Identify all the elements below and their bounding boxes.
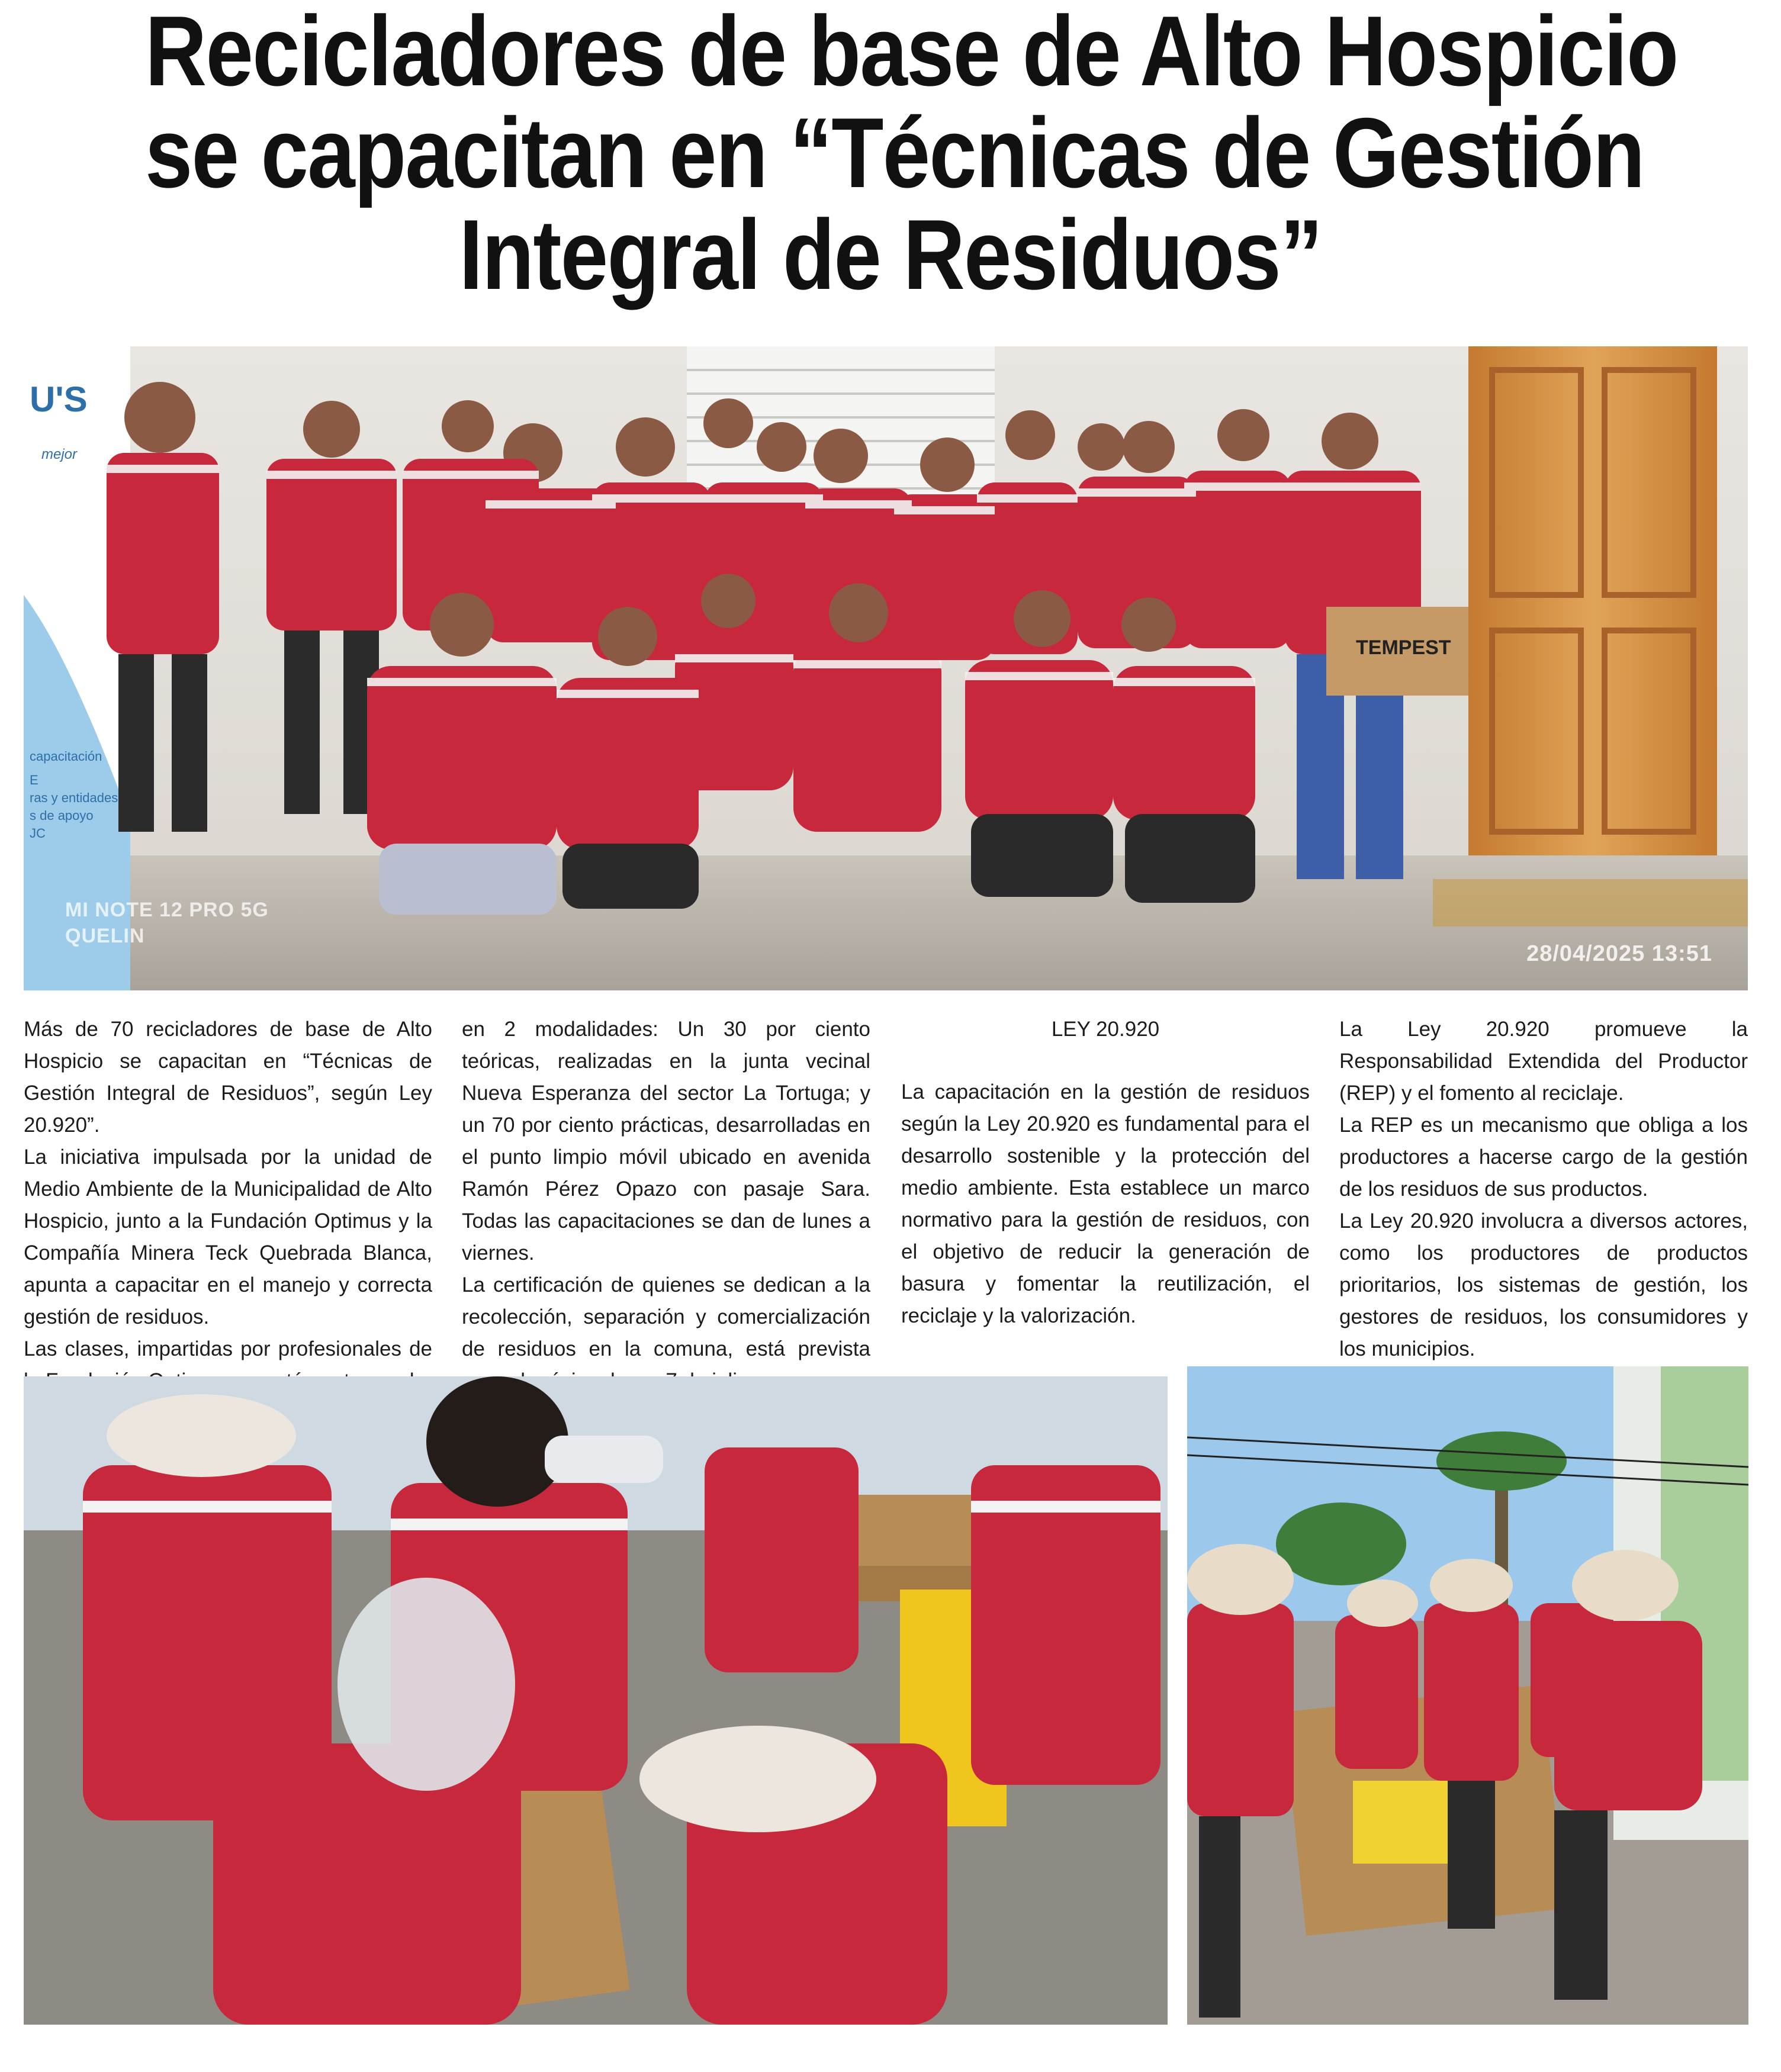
headline-line-1: Recicladores de base de Alto Hospicio: [144, 0, 1678, 107]
article-paragraph: en 2 modalidades: Un 30 por ciento teóricas, realizadas en la junta vecinal Nueva Esperanza del sector La Tortuga; y un 70 por ciento prácticas, desarrolladas en el punto limpio móvil ubicado en avenida Ramón Pérez Opazo con pasaje Sara. Todas las capacitaciones se dan de lunes a viernes.: [462, 1018, 870, 1265]
banner-text-3: capacitación: [30, 749, 102, 764]
article-column-2: [462, 1014, 870, 1397]
banner-text-1: U'S: [30, 379, 88, 419]
article-paragraph: La certificación de quienes se dedican a la recolección, separación y comercialización de residuos en la comuna, está prevista: [462, 1273, 870, 1360]
banner-text-2: mejor: [41, 446, 78, 462]
box-label: TEMPEST: [1356, 636, 1451, 659]
banner-text-4: E: [30, 773, 38, 787]
article-paragraph: La capacitación en la gestión de residuos según la Ley 20.920 es fundamental para el desarrollo sostenible y la protección del medio ambiente. Esta establece un marco normativo para la gestión de residuos, con el objetivo de reducir la generación de basura y fomentar la reutilización, el reciclaje y la valorización.: [901, 1080, 1310, 1327]
banner-text-5: ras y entidades: [30, 790, 118, 805]
article-paragraph: Más de 70 recicladores de base de Alto Hospicio se capacitan en “Técnicas de Gestión Integral de Residuos”, según Ley 20.920”.: [24, 1018, 432, 1137]
camera-watermark: [65, 897, 269, 949]
headline: [144, 0, 1678, 310]
article-paragraph: La REP es un mecanismo que obliga a los productores a hacerse cargo de la gestión de los residuos de sus productos.: [1339, 1114, 1748, 1201]
sorting-photo: [24, 1376, 1168, 2025]
banner-text-7: JC: [30, 826, 46, 841]
article-paragraph: La Ley 20.920 promueve la Responsabilidad Extendida del Productor (REP) y el fomento al reciclaje.: [1339, 1018, 1748, 1105]
article-paragraph: La iniciativa impulsada por la unidad de Medio Ambiente de la Municipalidad de Alto Hospicio, junto a la Fundación Optimus y la Compañía Minera Teck Quebrada Blanca, apunta a capacitar en el manejo y correcta gestión de residuos.: [24, 1146, 432, 1328]
camera-caption: QUELIN: [65, 925, 145, 947]
article-column-1: [24, 1014, 432, 1397]
photo-timestamp: 28/04/2025 13:51: [1526, 941, 1712, 966]
section-heading: LEY 20.920: [1051, 1018, 1160, 1041]
article-paragraph: Las clases, impartidas por profesionales de: [24, 1337, 432, 1360]
article-column-4: [1339, 1014, 1748, 1365]
cardboard-photo-illustration: [1187, 1366, 1748, 2025]
group-photo-illustration: [24, 346, 1748, 990]
camera-model: MI NOTE 12 PRO 5G: [65, 899, 269, 921]
group-photo: [24, 346, 1748, 990]
article-column-3: [901, 1014, 1310, 1332]
article-paragraph: La Ley 20.920 involucra a diversos actores, como los productores de productos prioritarios, los sistemas de gestión, los gestores de residuos, los consumidores y los municipios.: [1339, 1209, 1748, 1360]
headline-line-2: se capacitan en “Técnicas de Gestión: [144, 97, 1644, 208]
cardboard-photo: [1187, 1366, 1748, 2025]
banner-text-6: s de apoyo: [30, 808, 94, 823]
sorting-photo-illustration: [24, 1376, 1168, 2025]
headline-line-3: Integral de Residuos”: [459, 199, 1322, 310]
